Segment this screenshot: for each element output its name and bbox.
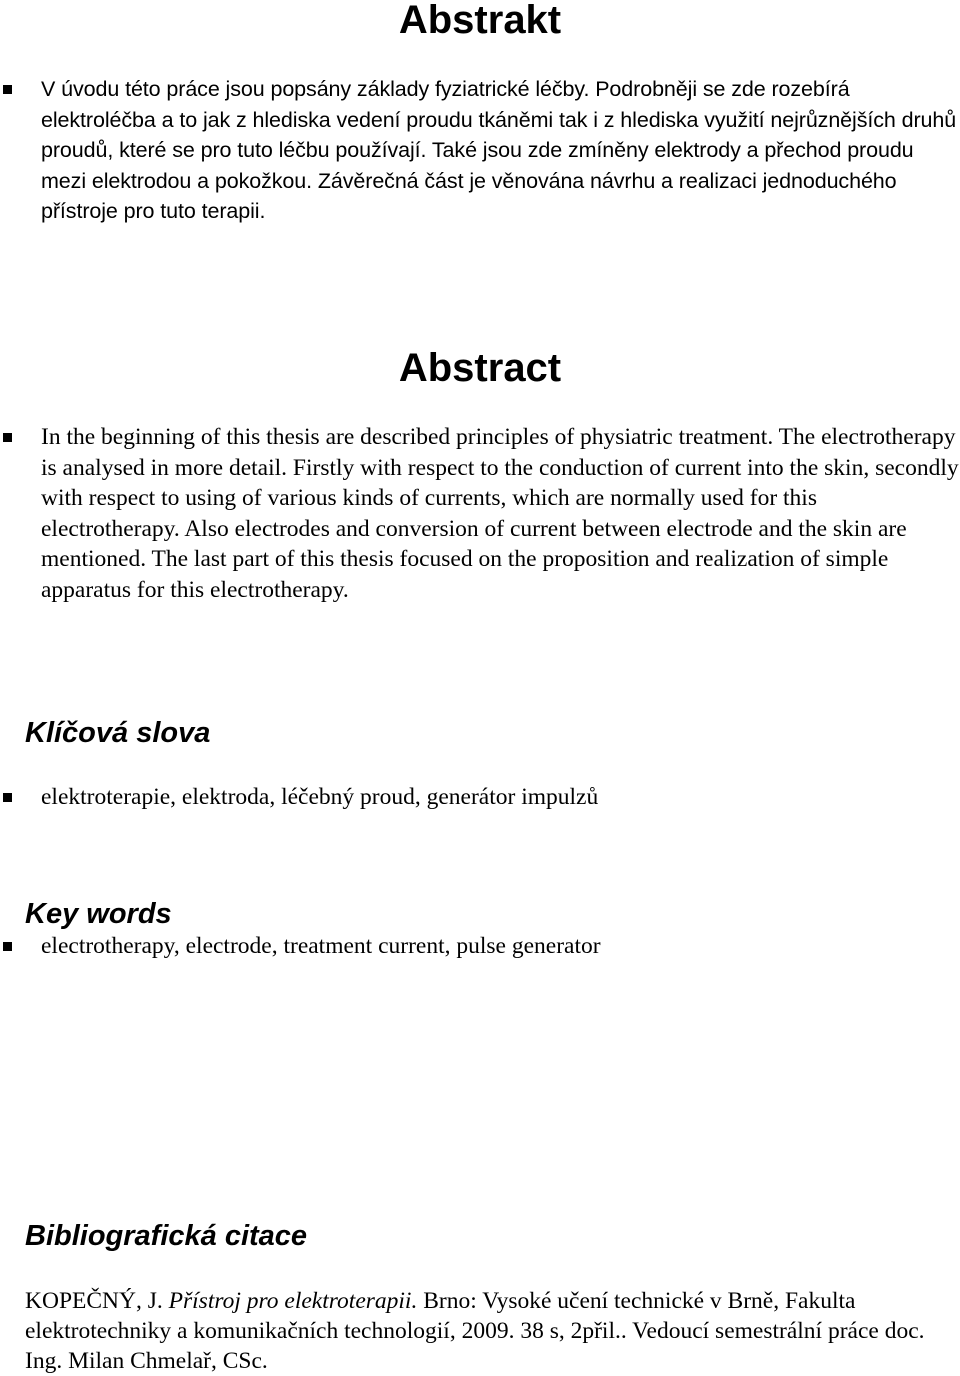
abstrakt-text: V úvodu této práce jsou popsány základy fyziatrické léčby. Podrobněji se zde rozebírá elektroléčba a to jak z hlediska vedení proudu tkáněmi tak i z hlediska využití nejrůznějších druhů proudů, které se pro tuto léčbu používají. Také jsou zde zmíněny elektrody a přechod proudu mezi elektrodou a pokožkou. Závěrečná část je věnována návrhu a realizaci jednoduchého přístroje pro tuto terapii. — [41, 77, 957, 224]
citace-heading: Bibliografická citace — [25, 1220, 308, 1252]
citation-author: KOPEČNÝ, J. — [25, 1288, 169, 1314]
abstract-bullet — [3, 433, 12, 442]
abstract-heading: Abstract — [398, 346, 562, 390]
abstract-text: In the beginning of this thesis are described principles of physiatric treatment. The electrotherapy is analysed in more detail. Firstly with respect to the conduction of current into the skin, secondly with respect to using of various kinds of currents, which are normally used for this electrotherapy. Also electrodes and conversion of current between electrode and the skin are mentioned. The last part of this thesis focused on the proposition and realization of simple apparatus for this electrotherapy. — [41, 424, 959, 603]
citation-title: Přístroj pro elektroterapii. — [168, 1288, 418, 1314]
abstrakt-heading: Abstrakt — [398, 0, 562, 42]
key-words-text: electrotherapy, electrode, treatment current, pulse generator — [41, 933, 601, 959]
abstrakt-bullet — [3, 85, 12, 94]
klicova-slova-bullet — [3, 793, 12, 802]
key-words-bullet — [3, 942, 12, 951]
key-words-heading: Key words — [25, 898, 172, 930]
klicova-slova-text: elektroterapie, elektroda, léčebný proud, generátor impulzů — [41, 784, 599, 810]
klicova-slova-heading: Klíčová slova — [25, 717, 211, 749]
citation-text — [25, 1286, 955, 1376]
citation-details: Brno: Vysoké učení technické v Brně, Fakulta elektrotechniky a komunikačních technologií, 2009. 38 s, 2přil.. Vedoucí semestrální práce doc. Ing. Milan Chmelař, CSc. — [25, 1288, 925, 1374]
